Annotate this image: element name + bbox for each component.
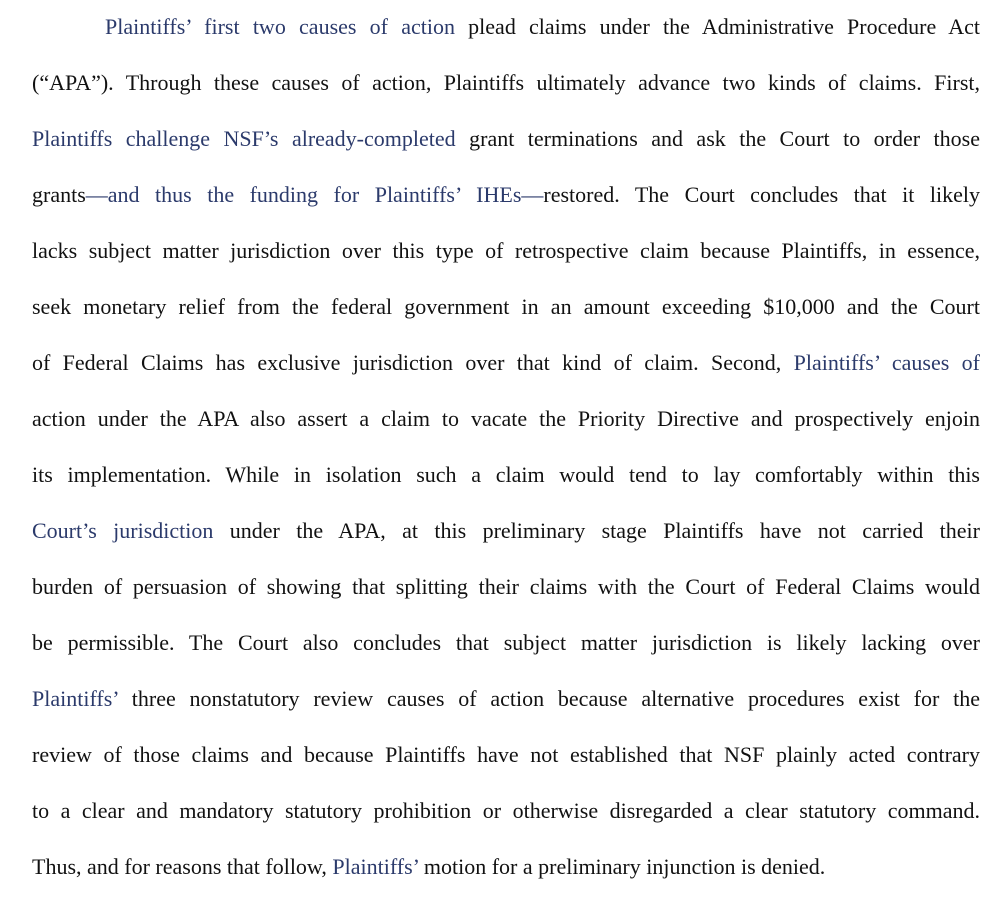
- text-run: restored. The Court concludes that it likely: [543, 182, 980, 207]
- paragraph-line: [32, 237, 980, 265]
- paragraph-line: [32, 125, 980, 153]
- text-run: burden of persuasion of showing that splitting their claims with the Court of Federal Claims would: [32, 574, 980, 599]
- paragraph-line: [32, 741, 980, 769]
- text-run: to a clear and mandatory statutory prohibition or otherwise disregarded a clear statutory command.: [32, 798, 980, 823]
- text-run: Thus, and for reasons that follow,: [32, 854, 333, 879]
- text-run: three nonstatutory review causes of action because alternative procedures exist for the: [117, 686, 980, 711]
- paragraph-line: [32, 629, 980, 657]
- text-run: under the APA, at this preliminary stage Plaintiffs have not carried their: [213, 518, 981, 543]
- paragraph-line: [32, 573, 980, 601]
- text-run: its implementation. While in isolation such a claim would tend to lay comfortably within this: [32, 462, 980, 487]
- paragraph-line: [32, 293, 980, 321]
- paragraph-line: [32, 349, 980, 377]
- text-run: seek monetary relief from the federal government in an amount exceeding $10,000 and the Court: [32, 294, 980, 319]
- highlighted-text: Plaintiffs’: [32, 686, 118, 711]
- highlighted-text: Plaintiffs challenge NSF’s already-completed: [32, 126, 456, 151]
- paragraph-line: [32, 461, 980, 489]
- paragraph-line: [32, 685, 980, 713]
- paragraph-line: [32, 797, 980, 825]
- highlighted-text: Court’s jurisdiction: [32, 518, 214, 543]
- text-run: action under the APA also assert a claim to vacate the Priority Directive and prospectively enjoin: [32, 406, 980, 431]
- text-run: grants: [32, 182, 86, 207]
- paragraph-line: [32, 405, 980, 433]
- paragraph-line: [32, 517, 980, 545]
- highlighted-text: Plaintiffs’ causes of: [793, 350, 980, 375]
- text-run: (“APA”). Through these causes of action, Plaintiffs ultimately advance two kinds of claims. First,: [32, 70, 980, 95]
- paragraph-line: [32, 181, 980, 209]
- highlighted-text: Plaintiffs’ first two causes of action: [105, 14, 455, 39]
- highlighted-text: —and thus the funding for Plaintiffs’ IHEs—: [85, 182, 544, 207]
- paragraph-line: [105, 13, 980, 41]
- text-run: motion for a preliminary injunction is denied.: [418, 854, 826, 879]
- text-run: lacks subject matter jurisdiction over this type of retrospective claim because Plaintiffs, in essence,: [32, 238, 980, 263]
- text-run: be permissible. The Court also concludes that subject matter jurisdiction is likely lacking over: [32, 630, 980, 655]
- text-run: of Federal Claims has exclusive jurisdiction over that kind of claim. Second,: [32, 350, 794, 375]
- paragraph-line: [32, 69, 980, 97]
- text-run: grant terminations and ask the Court to order those: [455, 126, 980, 151]
- highlighted-text: Plaintiffs’: [332, 854, 419, 879]
- text-run: plead claims under the Administrative Procedure Act: [454, 14, 980, 39]
- paragraph-line: [32, 853, 825, 881]
- text-run: review of those claims and because Plaintiffs have not established that NSF plainly acted contrary: [32, 742, 980, 767]
